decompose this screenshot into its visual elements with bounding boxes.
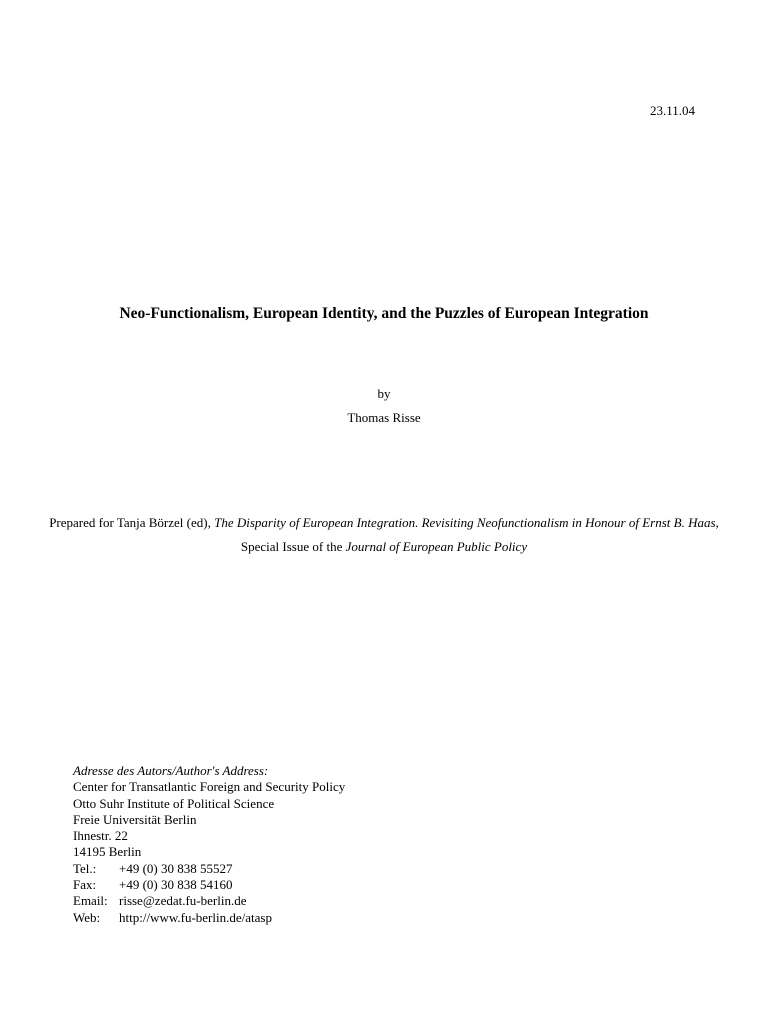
contact-value: http://www.fu-berlin.de/atasp bbox=[119, 909, 272, 925]
prepared-for-note bbox=[40, 511, 728, 559]
address-heading: Adresse des Autors/Author's Address: bbox=[73, 763, 269, 778]
contact-web bbox=[73, 910, 345, 926]
address-line: Center for Transatlantic Foreign and Security Policy bbox=[73, 779, 346, 795]
address-line: Otto Suhr Institute of Political Science bbox=[73, 795, 275, 811]
contact-fax bbox=[73, 877, 345, 893]
contact-label: Fax: bbox=[73, 877, 97, 893]
contact-label: Email: bbox=[73, 893, 108, 909]
author-address-block bbox=[73, 763, 345, 926]
contact-value: +49 (0) 30 838 54160 bbox=[119, 877, 233, 893]
byline-by: by bbox=[377, 386, 391, 401]
address-line: 14195 Berlin bbox=[73, 844, 142, 860]
address-line: Freie Universität Berlin bbox=[73, 811, 197, 827]
author-name: Thomas Risse bbox=[347, 410, 421, 425]
contact-value: risse@zedat.fu-berlin.de bbox=[119, 893, 247, 909]
contact-tel bbox=[73, 861, 345, 877]
document-date: 23.11.04 bbox=[649, 103, 695, 118]
contact-value: +49 (0) 30 838 55527 bbox=[119, 860, 233, 876]
contact-email bbox=[73, 893, 345, 909]
prepared-text-1: Prepared for Tanja Börzel (ed), bbox=[49, 515, 215, 530]
document-title: Neo-Functionalism, European Identity, and the Puzzles of European Integration bbox=[119, 305, 649, 322]
prepared-text-2: , Special Issue of the bbox=[240, 515, 719, 554]
journal-name: Journal of European Public Policy bbox=[345, 539, 528, 554]
contact-label: Tel.: bbox=[73, 860, 97, 876]
contact-label: Web: bbox=[73, 909, 101, 925]
address-line: Ihnestr. 22 bbox=[73, 828, 128, 844]
publication-title: The Disparity of European Integration. Revisiting Neofunctionalism in Honour of Ernst B. Haas bbox=[214, 515, 716, 530]
